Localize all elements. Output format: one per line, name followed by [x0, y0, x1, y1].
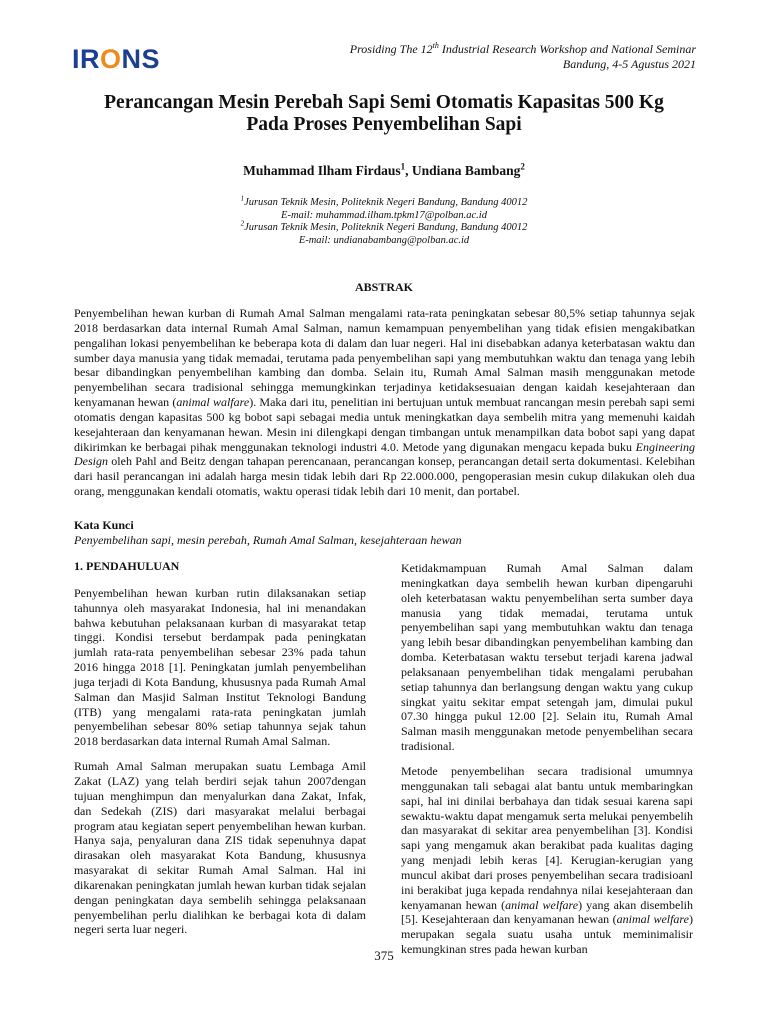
abstract-body: Penyembelihan hewan kurban di Rumah Amal Salman mengalami rata-rata peningkatan sebesar 80,5% setiap tahunnya sejak 2018 berdasarkan data internal Rumah Amal Salman, namun kemampuan penyembelihan yang tidak efisien mengakibatkan pengalihan lokasi penyembelihan ke beberapa kota di dalam dan luar negeri. Hal ini disebabkan adanya keterbatasan waktu dan sumber daya manusia yang tidak memadai, terutama pada penyembelihan sapi yang membutuhkan waktu dan tenaga yang lebih besar dibandingkan penyembelihan kambing dan domba. Selain itu, Rumah Amal Salman masih menggunakan metode penyembelihan secara tradisional sehingga memungkinkan terjadinya ketidaksesuaian dengan kaidah kesejahteraan dan kenyamanan hewan (animal walfare). Maka dari itu, penelitian ini bertujuan untuk membuat rancangan mesin perebah sapi semi otomatis dengan kapasitas 500 kg bobot sapi sebagai media untuk meningkatkan daya sembelih mitra yang memenuhi kaidah kesejahteraan dan kenyamanan hewan. Mesin ini dilengkapi dengan timbangan untuk menampilkan data bobot sapi yang dapat dikirimkan ke berbagai pihak menggunakan teknologi industri 4.0. Metode yang digunakan mengacu kepada buku Engineering Design oleh Pahl and Beitz dengan tahapan perencanaan, perancangan konsep, perancangan detail serta dokumentasi. Kelebihan dari hasil perancangan ini adalah harga mesin tidak lebih dari Rp 22.000.000, pengoperasian mesin cukup dilakukan oleh dua orang, menggunakan kendali otomatis, waktu operasi tidak lebih dari 10 menit, dan portabel. [74, 306, 695, 499]
paper-title: Perancangan Mesin Perebah Sapi Semi Otomatis Kapasitas 500 Kg Pada Proses Penyembelihan Sapi [104, 92, 664, 135]
section-heading: 1. PENDAHULUAN [74, 559, 180, 573]
paragraph: Rumah Amal Salman merupakan suatu Lembaga Amil Zakat (LAZ) yang telah berdiri sejak tahun 2007dengan tujuan menghimpun dan menyalurkan dana Zakat, Infak, dan Sedekah (ZIS) dari masyarakat melalui berbagai program atau kegiatan sepert penyembelihan hewan kurban. Hanya saja, penyaluran dana ZIS tidak sepenuhnya dapat dirasakan oleh masyarakat Kota Bandung, khususnya masyarakat di sekitar Rumah Amal Salman. Hal ini dikarenakan peningkatan jumlah hewan kurban tidak sejalan dengan peningkatan daya sembelih sehingga pelaksanaan penyembelihan perlu dialihkan ke berbagai kota di dalam negeri serta luar negeri. [74, 759, 366, 937]
paragraph: Metode penyembelihan secara tradisional umumnya menggunakan tali sebagai alat bantu untuk membaringkan sapi, hal ini dinilai berbahaya dan tidak sesuai karena sapi sewaktu-waktu dapat mengamuk serta melukai penyembelih dan masyarakat di sekitar area penyembelihan [3]. Kondisi sapi yang mengamuk akan berakibat pada kualitas daging yang menjadi lebih keras [4]. Kerugian-kerugian yang muncul akibat dari proses penyembelihan secara tradisioanl ini berakibat juga kepada rendahnya nilai kesejahteraan dan kenyamanan hewan (animal welfare) yang akan disembelih [5]. Kesejahteraan dan kenyamanan hewan (animal welfare) merupakan segala suatu usaha untuk meminimalisir kemungkinan stres pada hewan kurban [401, 763, 693, 957]
abstract-heading: ABSTRAK [354, 280, 413, 294]
affiliations: $^1$Jurusan Teknik Mesin, Politeknik Negeri Bandung, Bandung 40012 E-mail: muhammad.ilham.tpkm17@polban.ac.id $^2$Jurusan Teknik Mesin, Politeknik Negeri Bandung, Bandung 40012 E-mail: undianabambang@polban.ac.id [240, 194, 528, 246]
keywords-text: Penyembelihan sapi, mesin perebah, Rumah Amal Salman, kesejahteraan hewan [74, 533, 462, 547]
authors: Muhammad Ilham Firdaus$^1$, Undiana Bambang$^2$ [243, 161, 525, 178]
right-column [401, 561, 693, 967]
irons-logo: IRONS [72, 44, 161, 74]
page-number: 375 [374, 948, 394, 963]
left-column [74, 559, 366, 947]
paragraph: Penyembelihan hewan kurban rutin dilaksanakan setiap tahunnya oleh masyarakat Indonesia, hal ini menandakan bahwa kebutuhan pelaksanaan kurban di masyarakat tetap tinggi. Kondisi tersebut berdampak pada peningkatan jumlah rata-rata penyembelihan sebesar 23% pada tahun 2016 hingga 2018 [1]. Peningkatan jumlah penyembelihan juga terjadi di Kota Bandung, khususnya pada Rumah Amal Salman dan Masjid Salman Institut Teknologi Bandung (ITB) yang mengalami rata-rata peningkatan jumlah penyembelihan sebesar 80% setiap tahunnya sejak tahun 2018 berdasarkan data internal Rumah Amal Salman. [74, 585, 366, 749]
proceedings-header: Prosiding The 12th Industrial Research Workshop and National Seminar Bandung, 4-5 Agustus 2021 [349, 41, 696, 71]
keywords-heading: Kata Kunci [74, 518, 134, 532]
paragraph: Ketidakmampuan Rumah Amal Salman dalam meningkatkan daya sembelih hewan kurban dipengaruhi oleh keterbatasan waktu penyembelihan serta sumber daya manusia yang tidak memadai, terutama untuk penyembelihan sapi yang membutuhkan waktu dan tenaga yang lebih besar dibandingkan penyembelihan kambing dan domba. Keterbatasan waktu tersebut terjadi karena jadwal pelaksanaan penyembelihan tidak mengalami perubahan setiap tahunnya dan berlangsung dengan waktu yang cukup singkat yaitu sekitar empat setengah jam, dimulai pukul 07.30 hingga pukul 12.00 [2]. Selain itu, Rumah Amal Salman masih menggunakan metode penyembelihan secara tradisional. [401, 561, 693, 754]
